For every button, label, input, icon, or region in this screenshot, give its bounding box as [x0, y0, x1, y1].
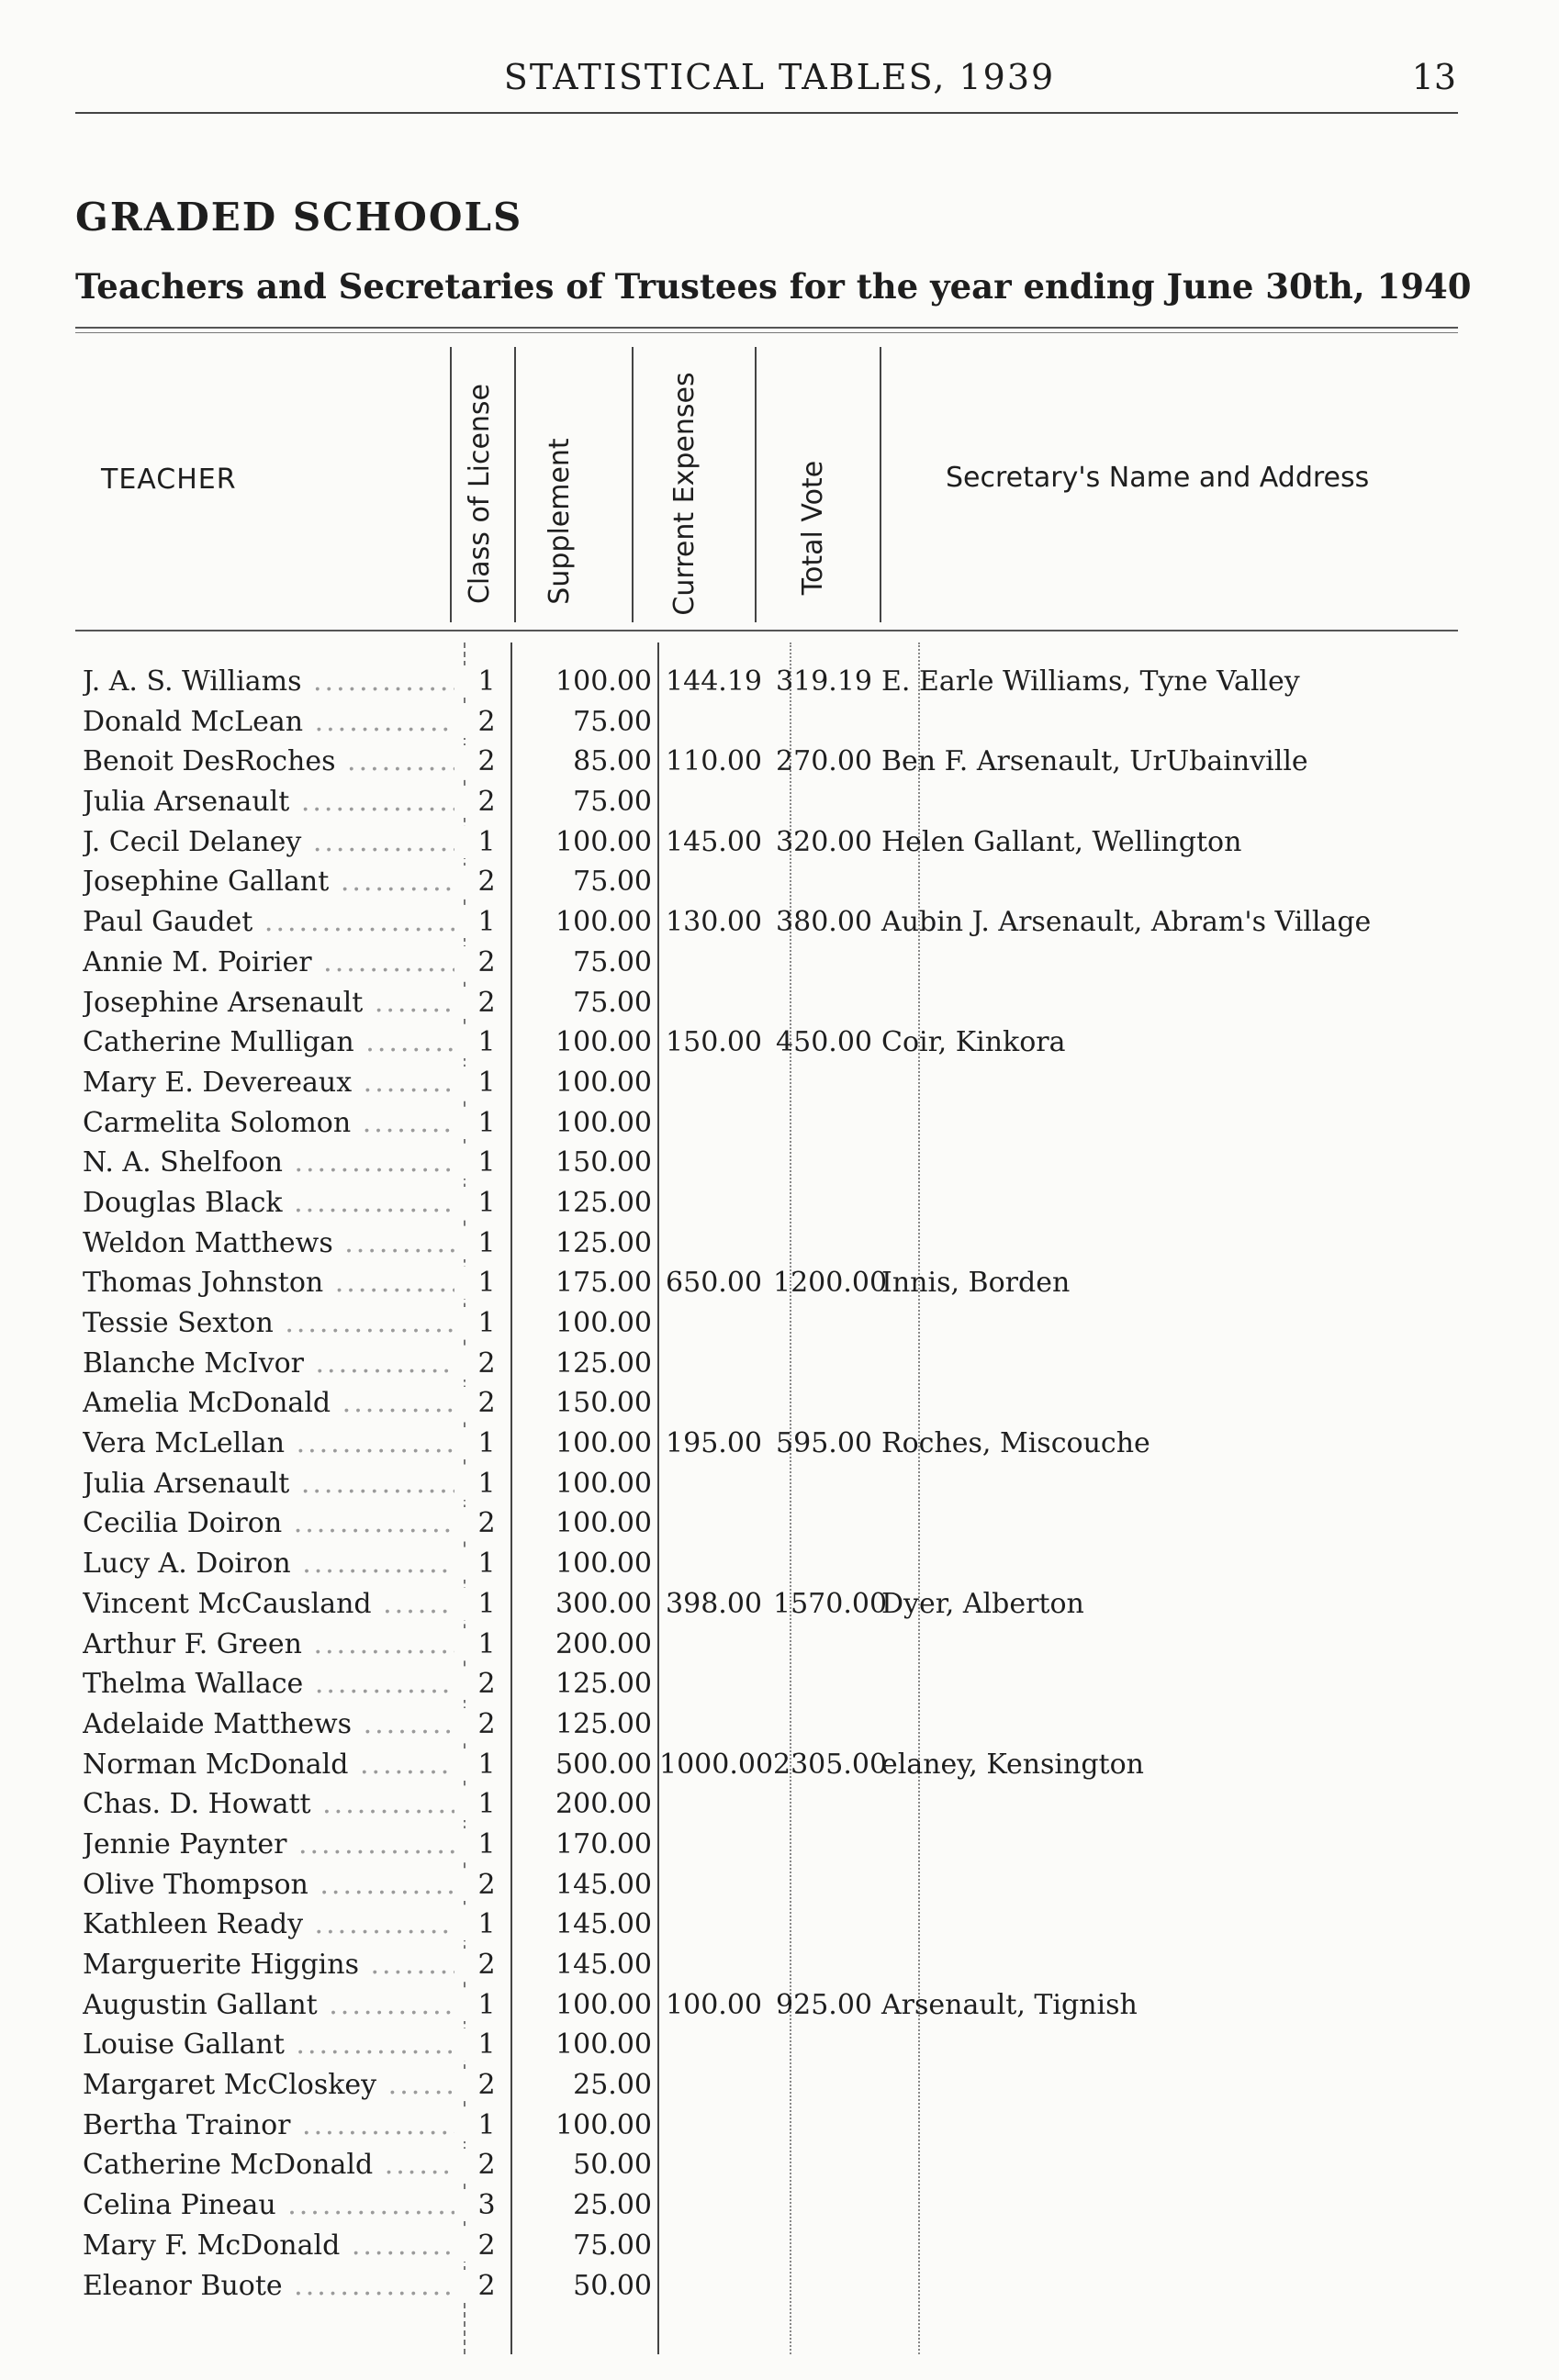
- total-vote-value: 270.00: [776, 745, 872, 778]
- class-of-license: 1: [464, 1146, 510, 1179]
- header-divider: [514, 347, 516, 622]
- header-divider: [755, 347, 757, 622]
- header-rule: [75, 112, 1458, 114]
- table-row: [0, 1788, 1559, 1828]
- teacher-name: Thomas Johnston .....: [83, 1267, 454, 1299]
- table-row: [0, 1387, 1559, 1427]
- teacher-name: Catherine Mulligan .....: [83, 1026, 454, 1058]
- table-row: [0, 946, 1559, 987]
- class-of-license: 1: [464, 1548, 510, 1580]
- table-row: [0, 2149, 1559, 2189]
- class-of-license: 1: [464, 1588, 510, 1620]
- supplement-value: 100.00: [555, 1066, 652, 1099]
- current-expenses-value: 100.00: [666, 1988, 762, 2021]
- column-header-current-expenses: Current Expenses: [668, 372, 701, 616]
- current-expenses-value: 150.00: [666, 1026, 762, 1059]
- table-row: [0, 1548, 1559, 1588]
- class-of-license: 1: [464, 1628, 510, 1660]
- supplement-value: 125.00: [555, 1346, 652, 1380]
- class-of-license: 1: [464, 1788, 510, 1820]
- teacher-name: Amelia McDonald .....: [83, 1387, 454, 1419]
- table-row: [0, 1989, 1559, 2029]
- table-row: [0, 2069, 1559, 2109]
- current-expenses-value: 398.00: [666, 1587, 762, 1620]
- class-of-license: 1: [464, 1187, 510, 1219]
- table-row: [0, 786, 1559, 826]
- class-of-license: 1: [464, 1227, 510, 1259]
- table-row: [0, 1107, 1559, 1147]
- teacher-name: Mary E. Devereaux .....: [83, 1067, 454, 1099]
- column-header-teacher: TEACHER: [101, 464, 237, 496]
- class-of-license: 2: [464, 1869, 510, 1901]
- teacher-name: Eleanor Buote .....: [83, 2270, 454, 2302]
- teacher-name: Kathleen Ready .....: [83, 1908, 454, 1940]
- class-of-license: 2: [464, 2229, 510, 2262]
- table-row: [0, 1668, 1559, 1708]
- teacher-name: Donald McLean .....: [83, 706, 454, 738]
- supplement-value: 125.00: [555, 1226, 652, 1259]
- class-of-license: 1: [464, 1427, 510, 1459]
- secretary-name-address: Dyer, Alberton: [881, 1587, 1084, 1620]
- teacher-name: J. A. S. Williams .....: [83, 665, 454, 698]
- table-row: [0, 1588, 1559, 1628]
- class-of-license: 2: [464, 706, 510, 738]
- teacher-name: Jennie Paynter .....: [83, 1828, 454, 1860]
- teacher-name: Benoit DesRoches .....: [83, 745, 454, 777]
- secretary-name-address: Aubin J. Arsenault, Abram's Village: [881, 906, 1372, 939]
- table-top-rule: [75, 327, 1458, 329]
- supplement-value: 100.00: [555, 1507, 652, 1540]
- table-row: [0, 1507, 1559, 1548]
- header-divider: [450, 347, 452, 622]
- supplement-value: 170.00: [555, 1827, 652, 1860]
- table-row: [0, 1949, 1559, 1989]
- column-header-secretary: Secretary's Name and Address: [946, 462, 1370, 494]
- running-head: [0, 57, 1559, 103]
- table-row: [0, 665, 1559, 706]
- supplement-value: 75.00: [573, 705, 652, 738]
- total-vote-value: 925.00: [776, 1988, 872, 2021]
- class-of-license: 2: [464, 2149, 510, 2181]
- class-of-license: 1: [464, 2109, 510, 2141]
- supplement-value: 50.00: [573, 2149, 652, 2182]
- total-vote-value: 2305.00: [773, 1748, 888, 1781]
- teacher-name: Thelma Wallace .....: [83, 1668, 454, 1700]
- teacher-name: Vincent McCausland .....: [83, 1588, 454, 1620]
- supplement-value: 85.00: [573, 745, 652, 778]
- class-of-license: 2: [464, 2069, 510, 2101]
- total-vote-value: 1200.00: [773, 1267, 888, 1300]
- supplement-value: 100.00: [555, 2028, 652, 2062]
- supplement-value: 175.00: [555, 1267, 652, 1300]
- teacher-name: Tessie Sexton .....: [83, 1307, 454, 1339]
- supplement-value: 125.00: [555, 1668, 652, 1701]
- table-row: [0, 906, 1559, 946]
- table-row: [0, 2270, 1559, 2310]
- table-row: [0, 1828, 1559, 1869]
- supplement-value: 200.00: [555, 1788, 652, 1821]
- teacher-name: Augustin Gallant .....: [83, 1989, 454, 2021]
- supplement-value: 100.00: [555, 1106, 652, 1139]
- teacher-table-body: [0, 665, 1559, 2309]
- teacher-name: Josephine Gallant .....: [83, 866, 454, 898]
- table-row: [0, 1067, 1559, 1107]
- supplement-value: 25.00: [573, 2189, 652, 2222]
- teacher-name: Paul Gaudet .....: [83, 906, 454, 938]
- table-top-rule-thin: [75, 332, 1458, 333]
- table-row: [0, 826, 1559, 866]
- supplement-value: 75.00: [573, 986, 652, 1019]
- class-of-license: 2: [464, 866, 510, 898]
- class-of-license: 2: [464, 1387, 510, 1419]
- teacher-name: Josephine Arsenault .....: [83, 987, 454, 1019]
- teacher-name: Adelaide Matthews .....: [83, 1708, 454, 1740]
- secretary-name-address: E. Earle Williams, Tyne Valley: [881, 665, 1300, 698]
- column-header-supplement: Supplement: [544, 438, 576, 605]
- class-of-license: 1: [464, 1828, 510, 1860]
- class-of-license: 3: [464, 2189, 510, 2221]
- class-of-license: 1: [464, 1468, 510, 1500]
- teacher-name: Norman McDonald .....: [83, 1749, 454, 1781]
- supplement-value: 100.00: [555, 2108, 652, 2141]
- secretary-name-address: Coir, Kinkora: [881, 1026, 1066, 1059]
- class-of-license: 2: [464, 1507, 510, 1539]
- class-of-license: 1: [464, 2028, 510, 2061]
- class-of-license: 1: [464, 906, 510, 938]
- class-of-license: 2: [464, 946, 510, 978]
- table-row: [0, 2109, 1559, 2150]
- total-vote-value: 380.00: [776, 906, 872, 939]
- table-row: [0, 1187, 1559, 1227]
- supplement-value: 100.00: [555, 1427, 652, 1460]
- table-row: [0, 1227, 1559, 1268]
- table-row: [0, 1146, 1559, 1187]
- secretary-name-address: Roches, Miscouche: [881, 1427, 1150, 1460]
- supplement-value: 500.00: [555, 1748, 652, 1781]
- supplement-value: 50.00: [573, 2269, 652, 2302]
- table-row: [0, 1708, 1559, 1749]
- supplement-value: 200.00: [555, 1627, 652, 1660]
- header-divider: [632, 347, 634, 622]
- supplement-value: 125.00: [555, 1707, 652, 1740]
- table-row: [0, 1749, 1559, 1789]
- teacher-name: Margaret McCloskey .....: [83, 2069, 454, 2101]
- secretary-name-address: Innis, Borden: [881, 1267, 1071, 1300]
- class-of-license: 1: [464, 1908, 510, 1940]
- teacher-name: Celina Pineau .....: [83, 2189, 454, 2221]
- teacher-name: Douglas Black .....: [83, 1187, 454, 1219]
- class-of-license: 1: [464, 665, 510, 698]
- table-row: [0, 866, 1559, 906]
- running-title: STATISTICAL TABLES, 1939: [503, 57, 1056, 97]
- total-vote-value: 595.00: [776, 1427, 872, 1460]
- teacher-name: Carmelita Solomon .....: [83, 1107, 454, 1139]
- current-expenses-value: 195.00: [666, 1427, 762, 1460]
- current-expenses-value: 1000.00: [659, 1748, 774, 1781]
- total-vote-value: 450.00: [776, 1026, 872, 1059]
- supplement-value: 145.00: [555, 1868, 652, 1901]
- class-of-license: 1: [464, 1067, 510, 1099]
- supplement-value: 75.00: [573, 786, 652, 819]
- teacher-name: Marguerite Higgins .....: [83, 1949, 454, 1981]
- teacher-name: Julia Arsenault .....: [83, 1468, 454, 1500]
- supplement-value: 75.00: [573, 945, 652, 978]
- teacher-name: Bertha Trainor .....: [83, 2109, 454, 2141]
- supplement-value: 100.00: [555, 1548, 652, 1581]
- secretary-name-address: Helen Gallant, Wellington: [881, 825, 1242, 858]
- supplement-value: 125.00: [555, 1186, 652, 1219]
- teacher-name: Weldon Matthews .....: [83, 1227, 454, 1259]
- current-expenses-value: 130.00: [666, 906, 762, 939]
- table-row: [0, 1347, 1559, 1388]
- supplement-value: 100.00: [555, 1988, 652, 2021]
- class-of-license: 1: [464, 1267, 510, 1299]
- table-row: [0, 2229, 1559, 2270]
- teacher-name: Blanche McIvor .....: [83, 1347, 454, 1380]
- table-row: [0, 1869, 1559, 1909]
- class-of-license: 1: [464, 1107, 510, 1139]
- column-header-class-of-license: Class of License: [464, 384, 496, 605]
- teacher-name: Cecilia Doiron .....: [83, 1507, 454, 1539]
- supplement-value: 75.00: [573, 866, 652, 899]
- header-bottom-rule: [75, 630, 1458, 631]
- current-expenses-value: 144.19: [666, 665, 762, 698]
- current-expenses-value: 145.00: [666, 825, 762, 858]
- supplement-value: 100.00: [555, 1026, 652, 1059]
- supplement-value: 100.00: [555, 1307, 652, 1339]
- teacher-name: N. A. Shelfoon .....: [83, 1146, 454, 1179]
- class-of-license: 2: [464, 1708, 510, 1740]
- header-divider: [880, 347, 881, 622]
- total-vote-value: 319.19: [776, 665, 872, 698]
- secretary-name-address: Ben F. Arsenault, UrUbainville: [881, 745, 1308, 778]
- column-header-total-vote: Total Vote: [797, 460, 829, 596]
- table-row: [0, 1026, 1559, 1067]
- teacher-name: Mary F. McDonald .....: [83, 2229, 454, 2262]
- teacher-name: Olive Thompson .....: [83, 1869, 454, 1901]
- class-of-license: 2: [464, 786, 510, 818]
- class-of-license: 1: [464, 1749, 510, 1781]
- supplement-value: 75.00: [573, 2229, 652, 2262]
- teacher-name: Julia Arsenault .....: [83, 786, 454, 818]
- class-of-license: 1: [464, 1026, 510, 1058]
- supplement-value: 25.00: [573, 2069, 652, 2102]
- table-row: [0, 745, 1559, 786]
- supplement-value: 100.00: [555, 825, 652, 858]
- teacher-name: Arthur F. Green .....: [83, 1628, 454, 1660]
- section-title: GRADED SCHOOLS: [75, 195, 523, 240]
- teacher-name: Catherine McDonald .....: [83, 2149, 454, 2181]
- current-expenses-value: 650.00: [666, 1267, 762, 1300]
- supplement-value: 150.00: [555, 1146, 652, 1179]
- secretary-name-address: elaney, Kensington: [881, 1748, 1144, 1781]
- total-vote-value: 320.00: [776, 825, 872, 858]
- table-row: [0, 706, 1559, 746]
- supplement-value: 300.00: [555, 1587, 652, 1620]
- class-of-license: 2: [464, 1668, 510, 1700]
- table-row: [0, 1468, 1559, 1508]
- class-of-license: 2: [464, 987, 510, 1019]
- table-row: [0, 987, 1559, 1027]
- supplement-value: 100.00: [555, 665, 652, 698]
- table-row: [0, 1427, 1559, 1468]
- class-of-license: 2: [464, 1949, 510, 1981]
- table-row: [0, 1628, 1559, 1669]
- table-row: [0, 1307, 1559, 1347]
- teacher-name: Vera McLellan .....: [83, 1427, 454, 1459]
- teacher-name: Louise Gallant .....: [83, 2028, 454, 2061]
- secretary-name-address: Arsenault, Tignish: [881, 1988, 1138, 2021]
- supplement-value: 145.00: [555, 1949, 652, 1981]
- teacher-name: J. Cecil Delaney .....: [83, 826, 454, 858]
- supplement-value: 100.00: [555, 1467, 652, 1500]
- total-vote-value: 1570.00: [773, 1587, 888, 1620]
- teacher-name: Lucy A. Doiron .....: [83, 1548, 454, 1580]
- current-expenses-value: 110.00: [666, 745, 762, 778]
- table-row: [0, 2189, 1559, 2229]
- class-of-license: 1: [464, 1307, 510, 1339]
- page-number: 13: [1411, 57, 1456, 97]
- class-of-license: 1: [464, 1989, 510, 2021]
- supplement-value: 145.00: [555, 1908, 652, 1941]
- class-of-license: 2: [464, 745, 510, 777]
- class-of-license: 1: [464, 826, 510, 858]
- supplement-value: 100.00: [555, 906, 652, 939]
- table-row: [0, 1908, 1559, 1949]
- supplement-value: 150.00: [555, 1387, 652, 1420]
- class-of-license: 2: [464, 2270, 510, 2302]
- teacher-name: Chas. D. Howatt .....: [83, 1788, 454, 1820]
- table-row: [0, 2028, 1559, 2069]
- class-of-license: 2: [464, 1347, 510, 1380]
- table-subtitle: Teachers and Secretaries of Trustees for the year ending June 30th, 1940: [75, 266, 1472, 307]
- table-row: [0, 1267, 1559, 1307]
- teacher-name: Annie M. Poirier .....: [83, 946, 454, 978]
